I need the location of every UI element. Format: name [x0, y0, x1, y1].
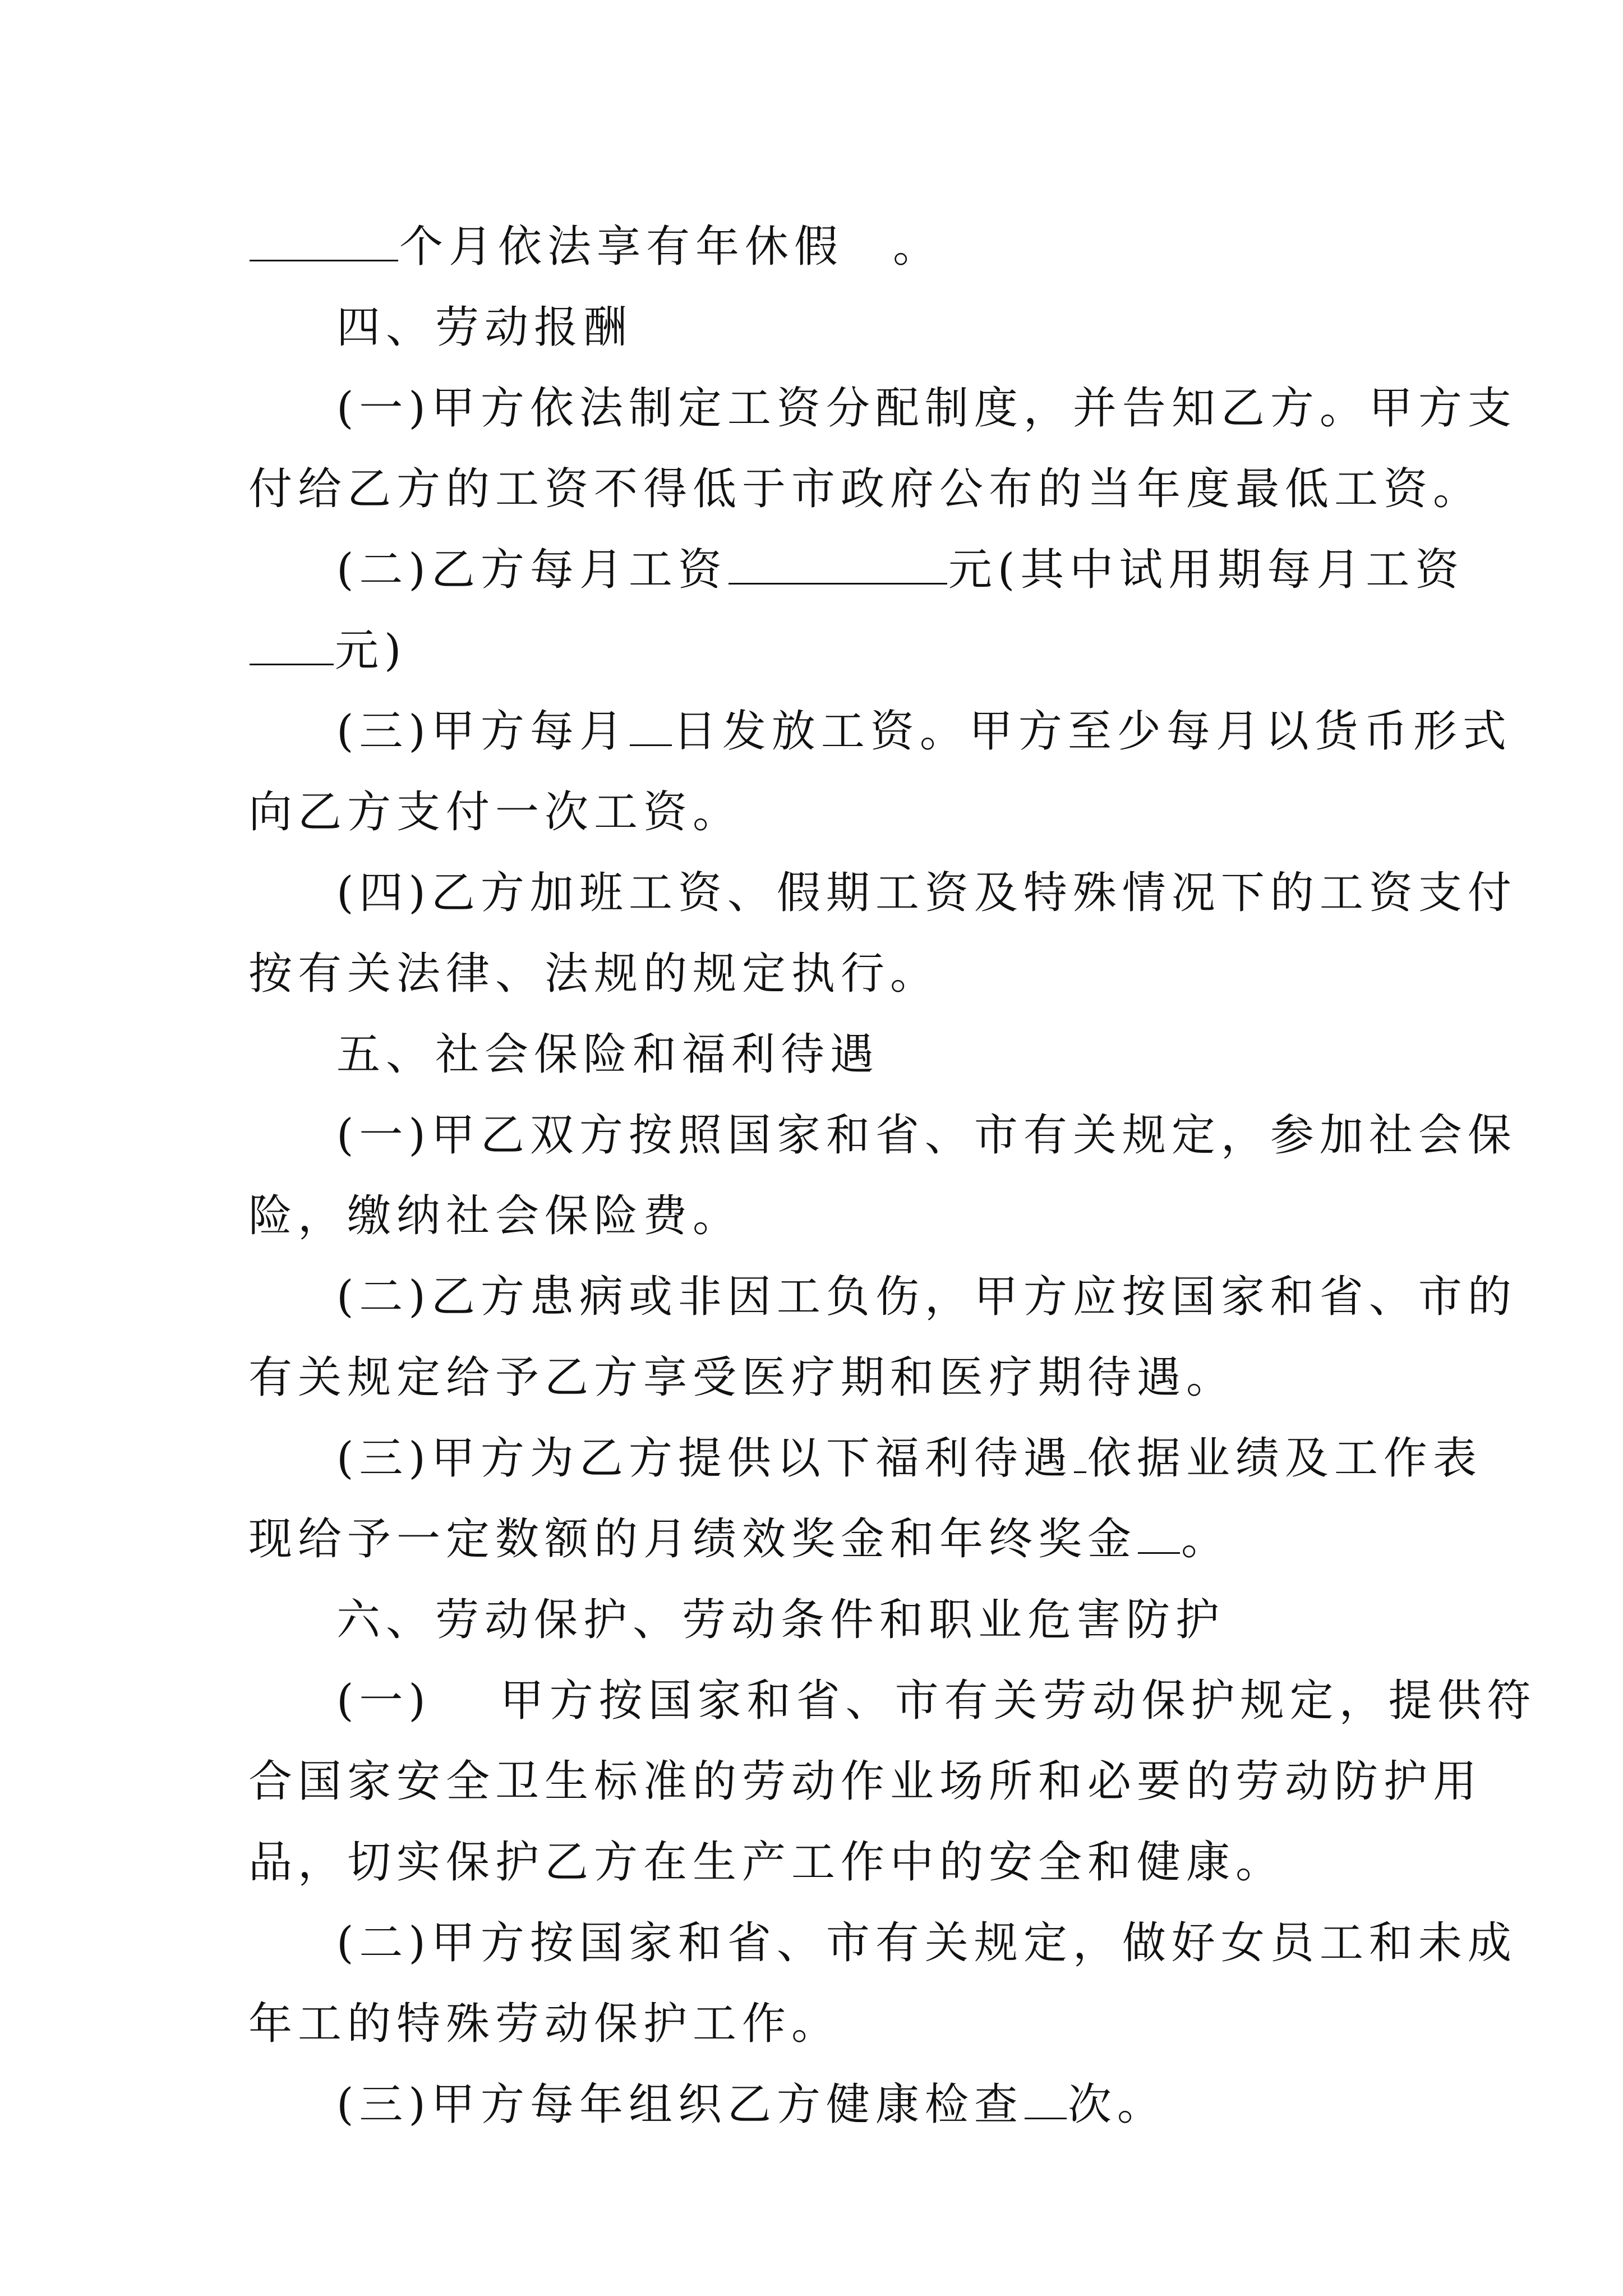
text-line	[248, 530, 1465, 610]
text-line	[248, 449, 1483, 530]
text-line	[248, 1903, 1517, 1984]
line-text: (四)乙方加班工资、假期工资及特殊情况下的工资支付	[336, 868, 1517, 918]
line-text: 日发放工资。甲方至少每月以货币形式	[672, 706, 1512, 757]
text-line	[248, 1822, 1381, 1903]
text-line	[248, 2064, 1381, 2145]
line-text: (一)甲方依法制定工资分配制度，并告知乙方。甲方支	[336, 383, 1517, 434]
text-line	[248, 368, 1517, 449]
line-text: (二)乙方每月工资	[336, 545, 727, 595]
text-line	[248, 691, 1512, 772]
line-text: (一) 甲方按国家和省、市有关劳动保护规定，提供符	[336, 1676, 1537, 1726]
text-line	[248, 1984, 1381, 2064]
line-text: (三)甲方每月	[336, 706, 629, 757]
fill-in-blank	[1138, 1513, 1180, 1554]
line-text: 元)	[335, 625, 407, 676]
line-text: 按有关法律、法规的规定执行。	[248, 949, 940, 999]
line-text: 险，缴纳社会保险费。	[248, 1191, 743, 1241]
line-text: 次。	[1067, 2079, 1166, 2130]
text-line	[248, 1660, 1537, 1741]
heading-text: 五、社会保险和福利待遇	[336, 1029, 880, 1080]
heading-text: 六、劳动保护、劳动条件和职业危害防护	[336, 1595, 1225, 1645]
fill-in-blank	[250, 220, 398, 261]
text-line	[248, 610, 1381, 691]
line-text: 品，切实保护乙方在生产工作中的安全和健康。	[248, 1837, 1285, 1888]
line-text: (三)甲方为乙方提供以下福利待遇	[336, 1433, 1073, 1484]
text-line	[248, 1741, 1483, 1822]
text-line	[248, 1176, 1381, 1257]
text-line	[248, 1418, 1482, 1499]
fill-in-blank	[630, 705, 672, 746]
text-line	[248, 1337, 1381, 1418]
fill-in-blank	[1074, 1432, 1086, 1473]
heading-text: 四、劳动报酬	[336, 302, 633, 353]
line-text: 年工的特殊劳动保护工作。	[248, 1999, 841, 2049]
text-line	[248, 1257, 1517, 1337]
section-heading	[248, 1580, 1381, 1660]
line-text: 付给乙方的工资不得低于市政府公布的当年度最低工资。	[248, 464, 1483, 514]
text-line	[248, 206, 1381, 287]
section-heading	[248, 287, 1381, 368]
fill-in-blank	[728, 544, 947, 585]
line-text: 依据业绩及工作表	[1087, 1433, 1482, 1484]
section-heading	[248, 1014, 1381, 1095]
line-text: 元(其中试用期每月工资	[948, 545, 1465, 595]
text-line	[248, 933, 1381, 1014]
line-text: 个月依法享有年休假 。	[399, 222, 943, 272]
text-line	[248, 772, 1381, 853]
line-text: 向乙方支付一次工资。	[248, 787, 743, 838]
line-text: 。	[1181, 1514, 1231, 1565]
text-line	[248, 1499, 1381, 1580]
line-text: 合国家安全卫生标准的劳动作业场所和必要的劳动防护用	[248, 1756, 1483, 1807]
line-text: 有关规定给予乙方享受医疗期和医疗期待遇。	[248, 1352, 1236, 1403]
line-text: (一)甲乙双方按照国家和省、市有关规定，参加社会保	[336, 1110, 1517, 1161]
text-line	[248, 853, 1517, 933]
line-text: (三)甲方每年组织乙方健康检查	[336, 2079, 1023, 2130]
fill-in-blank	[250, 624, 334, 665]
line-text: (二)乙方患病或非因工负伤，甲方应按国家和省、市的	[336, 1272, 1517, 1322]
contract-body	[248, 206, 1537, 2145]
line-text: 现给予一定数额的月绩效奖金和年终奖金	[248, 1514, 1137, 1565]
line-text: (二)甲方按国家和省、市有关规定，做好女员工和未成	[336, 1918, 1517, 1968]
text-line	[248, 1095, 1517, 1176]
fill-in-blank	[1025, 2078, 1067, 2119]
